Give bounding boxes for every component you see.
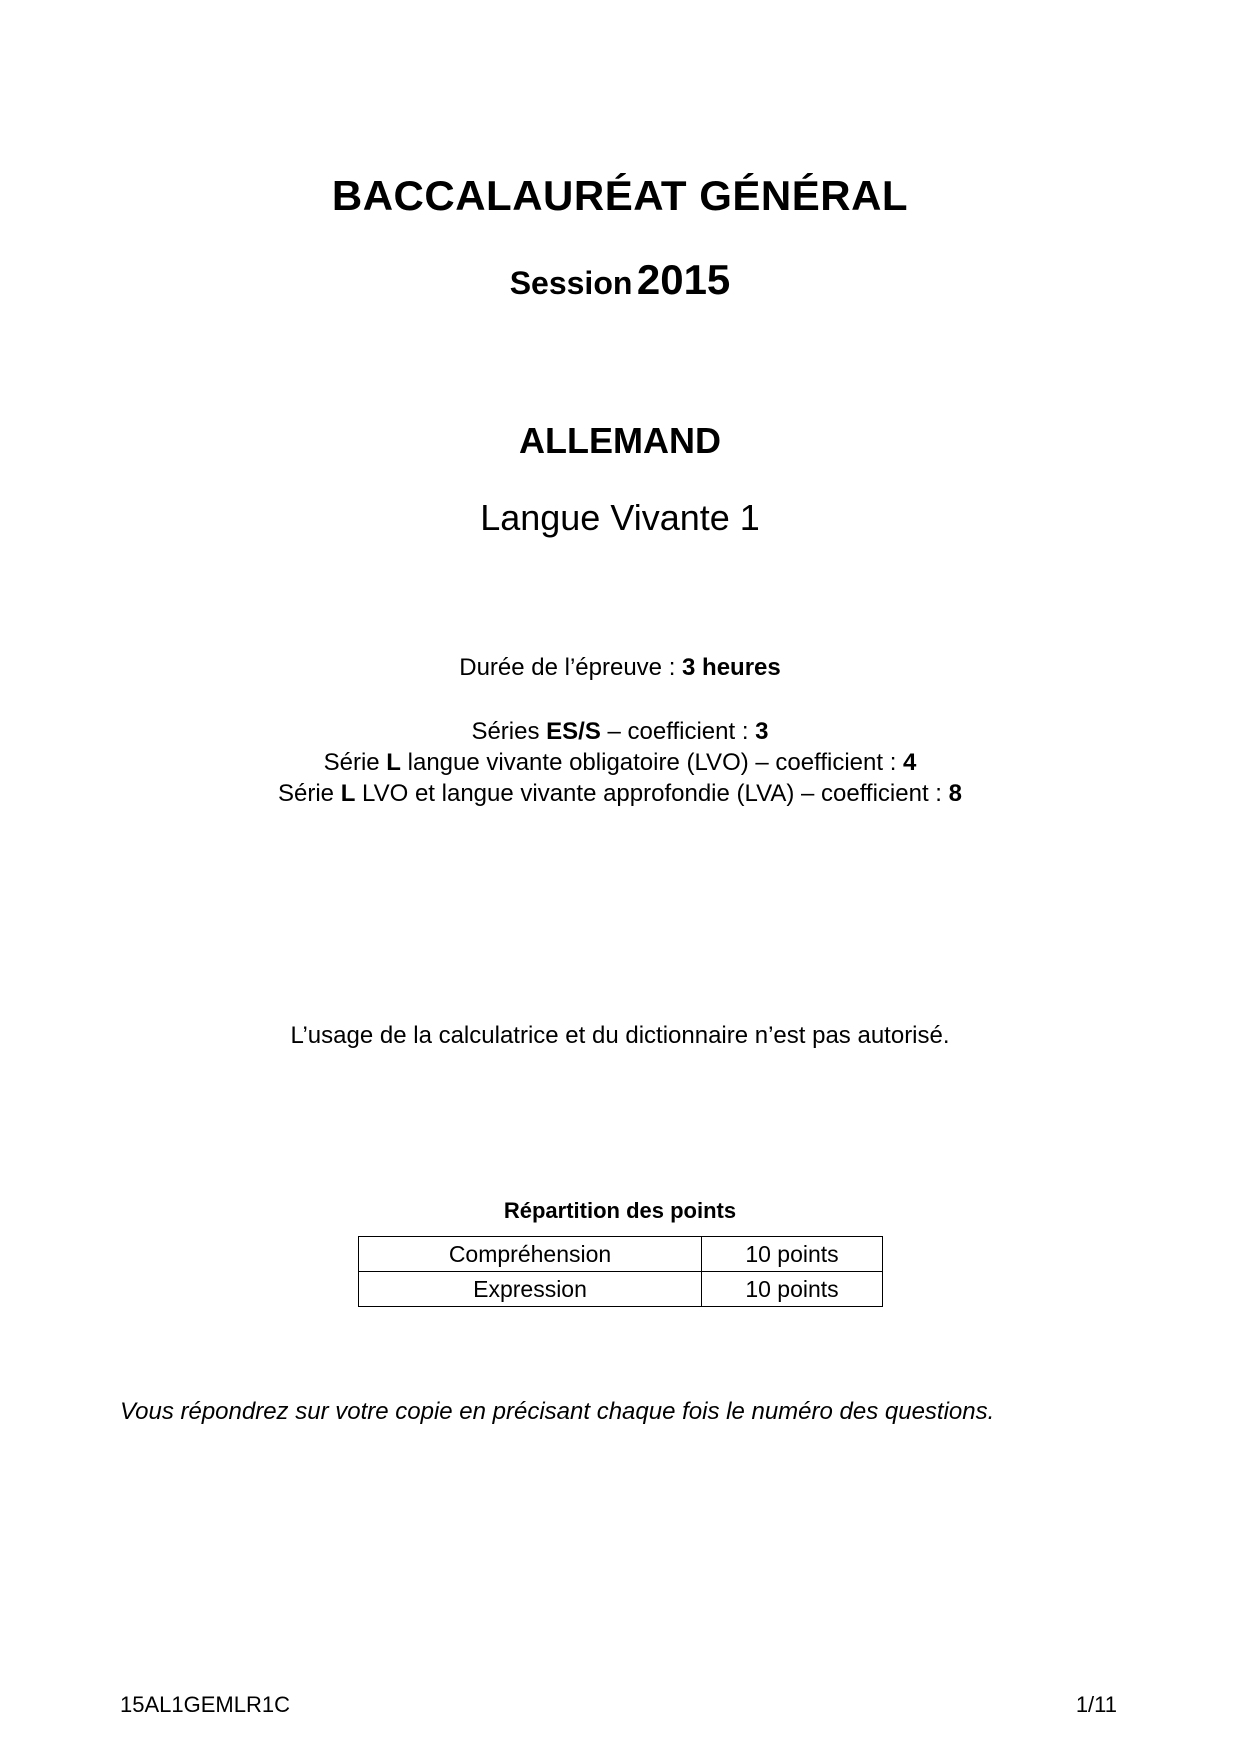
- series-coefficient: 3: [755, 718, 769, 745]
- duration-label: Durée de l’épreuve :: [459, 654, 683, 681]
- answer-instruction: Vous répondrez sur votre copie en précisant chaque fois le numéro des questions.: [120, 1398, 995, 1425]
- subject-name: ALLEMAND: [519, 420, 721, 461]
- series-prefix: Série: [278, 780, 341, 807]
- table-cell-points: 10 points: [702, 1272, 883, 1307]
- table-cell-points: 10 points: [702, 1237, 883, 1272]
- session-year: 2015: [636, 256, 731, 303]
- session-label: Session: [509, 265, 633, 301]
- series-name: L: [386, 749, 401, 776]
- calculator-notice: L’usage de la calculatrice et du dictionnaire n’est pas autorisé.: [290, 1022, 950, 1049]
- series-coefficient: 8: [948, 780, 962, 807]
- points-table-title: Répartition des points: [503, 1198, 737, 1223]
- series-name: ES/S: [546, 718, 601, 745]
- exam-duration: [0, 654, 1240, 682]
- session-line: [0, 256, 1240, 304]
- series-prefix: Séries: [471, 718, 547, 745]
- series-line: [0, 747, 1240, 778]
- document-title: BACCALAURÉAT GÉNÉRAL: [331, 172, 909, 219]
- series-description: LVO et langue vivante approfondie (LVA) – coefficient :: [355, 780, 949, 807]
- points-table: [358, 1236, 883, 1307]
- table-cell-part: Expression: [359, 1272, 702, 1307]
- series-description: langue vivante obligatoire (LVO) – coefficient :: [400, 749, 904, 776]
- language-level: Langue Vivante 1: [480, 497, 760, 538]
- series-prefix: Série: [323, 749, 387, 776]
- series-name: L: [340, 780, 356, 807]
- table-row: [359, 1237, 883, 1272]
- footer-exam-code: 15AL1GEMLR1C: [120, 1692, 290, 1717]
- series-line: [0, 778, 1240, 809]
- duration-value: 3 heures: [682, 654, 781, 681]
- series-coefficient: 4: [903, 749, 917, 776]
- series-coefficients: [0, 716, 1240, 809]
- series-description: – coefficient :: [600, 718, 756, 745]
- footer-page-number: 1/11: [1075, 1692, 1117, 1717]
- table-cell-part: Compréhension: [359, 1237, 702, 1272]
- series-line: [0, 716, 1240, 747]
- table-row: [359, 1272, 883, 1307]
